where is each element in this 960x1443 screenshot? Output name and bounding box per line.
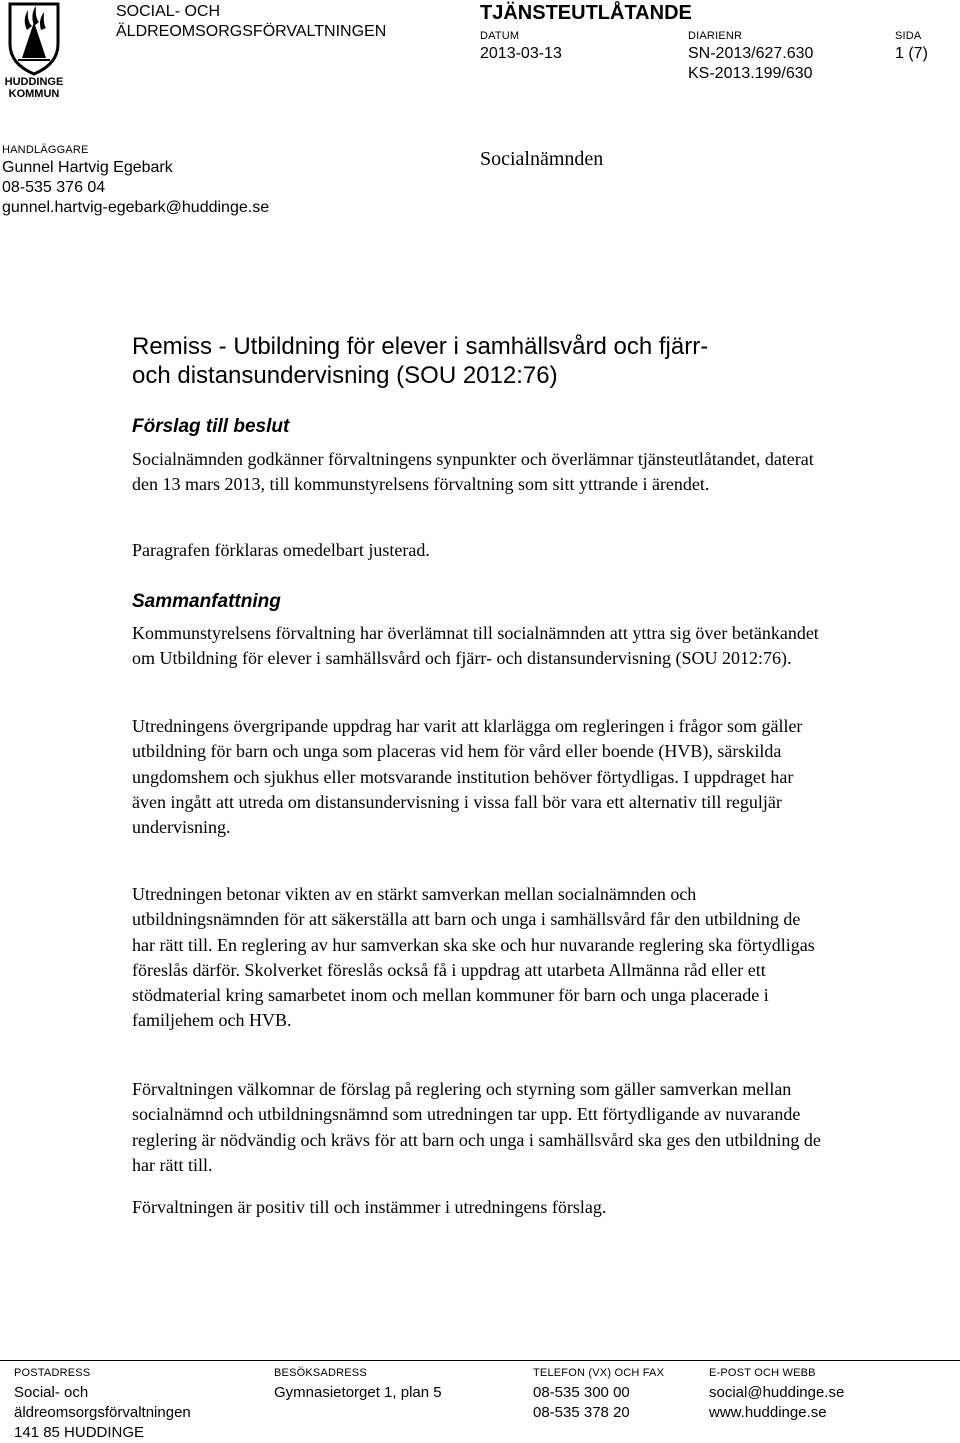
summary-paragraph-4: Förvaltningen välkomnar de förslag på reglering och styrning som gäller samverkan mellan socialnämnd och utbildningsnämnd som utredningen tar upp. Ett förtydligande av nuvarande reglering är nödvändig och krävs för att barn och unga i samhällsvård ska ges den utbildning de har rätt till. (132, 1079, 821, 1175)
footer-divider (0, 1360, 960, 1361)
page-number-block (895, 30, 928, 64)
recipient: Socialnämnden (480, 148, 604, 170)
footer-email-web (709, 1367, 844, 1423)
email-link[interactable]: social@huddinge.se (709, 1384, 845, 1401)
registry-number-label: DIARIENR (688, 30, 743, 42)
footer-phone-fax (533, 1367, 664, 1423)
phone-value: 08-535 300 00 (533, 1384, 630, 1401)
logo-line2: KOMMUN (8, 88, 60, 100)
summary-paragraph-2: Utredningens övergripande uppdrag har varit att klarlägga om regleringen i frågor som gäller utbildning för barn och unga som placeras vid hem för vård eller boende (HVB), särskilda ungdomshem och sjukhus eller motsvarande institution behöver förtydligas. I uppdraget har även ingått att utreda om distansundervisning i vissa fall bör vara ett alternativ till reguljär undervisning. (132, 716, 803, 838)
page-number-value: 1 (7) (895, 45, 928, 62)
logo-line1: HUDDINGE (4, 76, 64, 88)
postal-address-line-3: 141 85 HUDDINGE (14, 1424, 145, 1441)
email-web-label: E-POST OCH WEBB (709, 1367, 816, 1379)
municipality-logo (0, 0, 68, 104)
title-line-2: och distansundervisning (SOU 2012:76) (132, 362, 558, 389)
visiting-address-label: BESÖKSADRESS (274, 1367, 367, 1379)
case-officer-block (2, 144, 269, 218)
document-type: TJÄNSTEUTLÅTANDE (480, 2, 692, 24)
coat-of-arms-icon (0, 0, 68, 76)
postal-address-line-1: Social- och (14, 1384, 89, 1401)
date-label: DATUM (480, 30, 520, 42)
summary-paragraph-1: Kommunstyrelsens förvaltning har överlämnat till socialnämnden att yttra sig över betänkandet om Utbildning för elever i samhällsvård och fjärr- och distansundervisning (SOU 2012:76). (132, 623, 819, 669)
date-block (480, 30, 562, 64)
proposal-adjusted-paragraph: Paragrafen förklaras omedelbart justerad. (132, 540, 430, 560)
fax-value: 08-535 378 20 (533, 1404, 630, 1421)
summary-paragraph-3: Utredningen betonar vikten av en stärkt samverkan mellan socialnämnden och utbildningsnämnden för att säkerställa att barn och unga i samhällsvård får den utbildning de har rätt till. En reglering av hur samverkan ska ske och hur nuvarande reglering ska förtydligas föreslås därför. Skolverket föreslås också få i uppdrag att utarbeta Allmänna råd eller ett stödmaterial kring samarbetet inom och mellan kommuner för barn och unga placerade i familjehem och HVB. (132, 884, 815, 1031)
case-officer-label: HANDLÄGGARE (2, 144, 89, 156)
organization-name (116, 2, 386, 42)
org-line2: ÄLDREOMSORGSFÖRVALTNINGEN (116, 23, 387, 40)
registry-number-value-2: KS-2013.199/630 (688, 65, 813, 82)
registry-number-value-1: SN-2013/627.630 (688, 45, 814, 62)
case-officer-name: Gunnel Hartvig Egebark (2, 159, 173, 176)
footer-visiting-address (274, 1367, 442, 1403)
footer-postal-address (14, 1367, 191, 1443)
proposal-heading: Förslag till beslut (132, 416, 290, 437)
website-link[interactable]: www.huddinge.se (709, 1404, 827, 1421)
summary-heading: Sammanfattning (132, 591, 281, 612)
page-number-label: SIDA (895, 30, 922, 42)
postal-address-label: POSTADRESS (14, 1367, 91, 1379)
date-value: 2013-03-13 (480, 45, 562, 62)
case-officer-email: gunnel.hartvig-egebark@huddinge.se (2, 199, 270, 216)
document-title (132, 332, 832, 390)
summary-paragraph-5: Förvaltningen är positiv till och instämmer i utredningens förslag. (132, 1197, 607, 1217)
org-line1: SOCIAL- OCH (116, 3, 221, 20)
case-officer-phone: 08-535 376 04 (2, 179, 106, 196)
phone-fax-label: TELEFON (VX) OCH FAX (533, 1367, 665, 1379)
visiting-address-value: Gymnasietorget 1, plan 5 (274, 1384, 442, 1401)
title-line-1: Remiss - Utbildning för elever i samhällsvård och fjärr- (132, 333, 709, 360)
postal-address-line-2: äldreomsorgsförvaltningen (14, 1404, 191, 1421)
proposal-paragraph: Socialnämnden godkänner förvaltningens synpunkter och överlämnar tjänsteutlåtandet, daterat den 13 mars 2013, till kommunstyrelsens förvaltning som sitt yttrande i ärendet. (132, 449, 814, 495)
registry-number-block (688, 30, 813, 84)
